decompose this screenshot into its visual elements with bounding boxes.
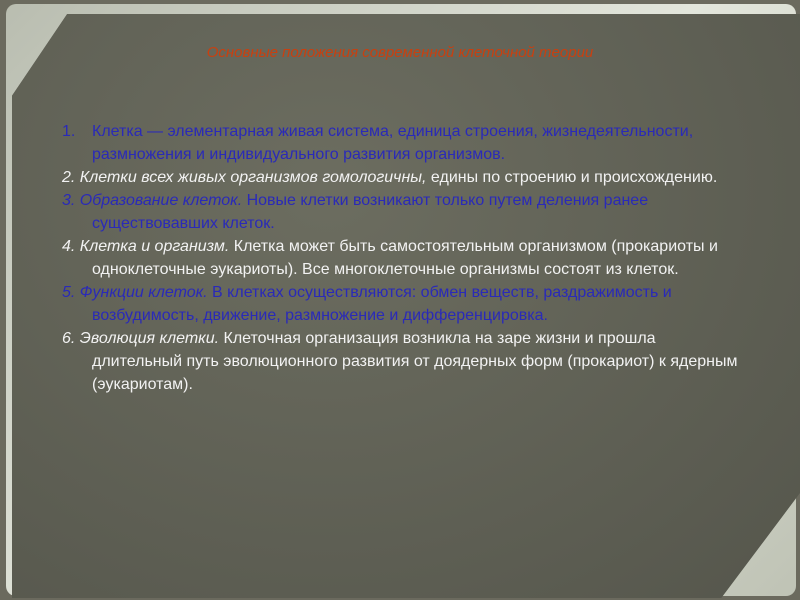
item-lead: Образование клеток. <box>79 192 243 209</box>
list-item-1 <box>62 120 742 166</box>
item-text: Клетка — элементарная живая система, единица строения, жизнедеятельности, размножения и индивидуального развития организмов. <box>92 123 694 163</box>
item-text: едины по строению и происхождению. <box>426 169 718 186</box>
item-lead: Клетка и организм. <box>79 238 230 255</box>
item-number: 5. <box>62 284 76 301</box>
item-text: Клеточная организация возникла на заре жизни и прошла длительный путь эволюционного развития от доядерных форм (прокариот) к ядерным (эукариотам). <box>92 330 738 393</box>
slide-content <box>62 120 742 396</box>
item-lead: Эволюция клетки. <box>79 330 220 347</box>
item-number: 6. <box>62 330 76 347</box>
item-number: 3. <box>62 192 76 209</box>
list-item-3 <box>62 189 742 235</box>
item-text: Новые клетки возникают только путем деления ранее существовавших клеток. <box>92 192 649 232</box>
item-lead: Функции клеток. <box>79 284 208 301</box>
list-item-4 <box>62 235 742 281</box>
item-text: Клетка может быть самостоятельным организмом (прокариоты и одноклеточные эукариоты). Все многоклеточные организмы состоят из клеток. <box>92 238 718 278</box>
item-number: 1. <box>62 123 76 140</box>
item-lead: Клетки всех живых организмов гомологичны, <box>79 169 427 186</box>
list-item-5 <box>62 281 742 327</box>
list-item-6 <box>62 327 742 396</box>
item-number: 4. <box>62 238 76 255</box>
item-text: В клетках осуществляются: обмен веществ, раздражимость и возбудимость, движение, размножение и дифференцировка. <box>92 284 672 324</box>
item-number: 2. <box>62 169 76 186</box>
slide-title: Основные положения современной клеточной теории <box>206 44 594 61</box>
list-item-2 <box>62 166 742 189</box>
